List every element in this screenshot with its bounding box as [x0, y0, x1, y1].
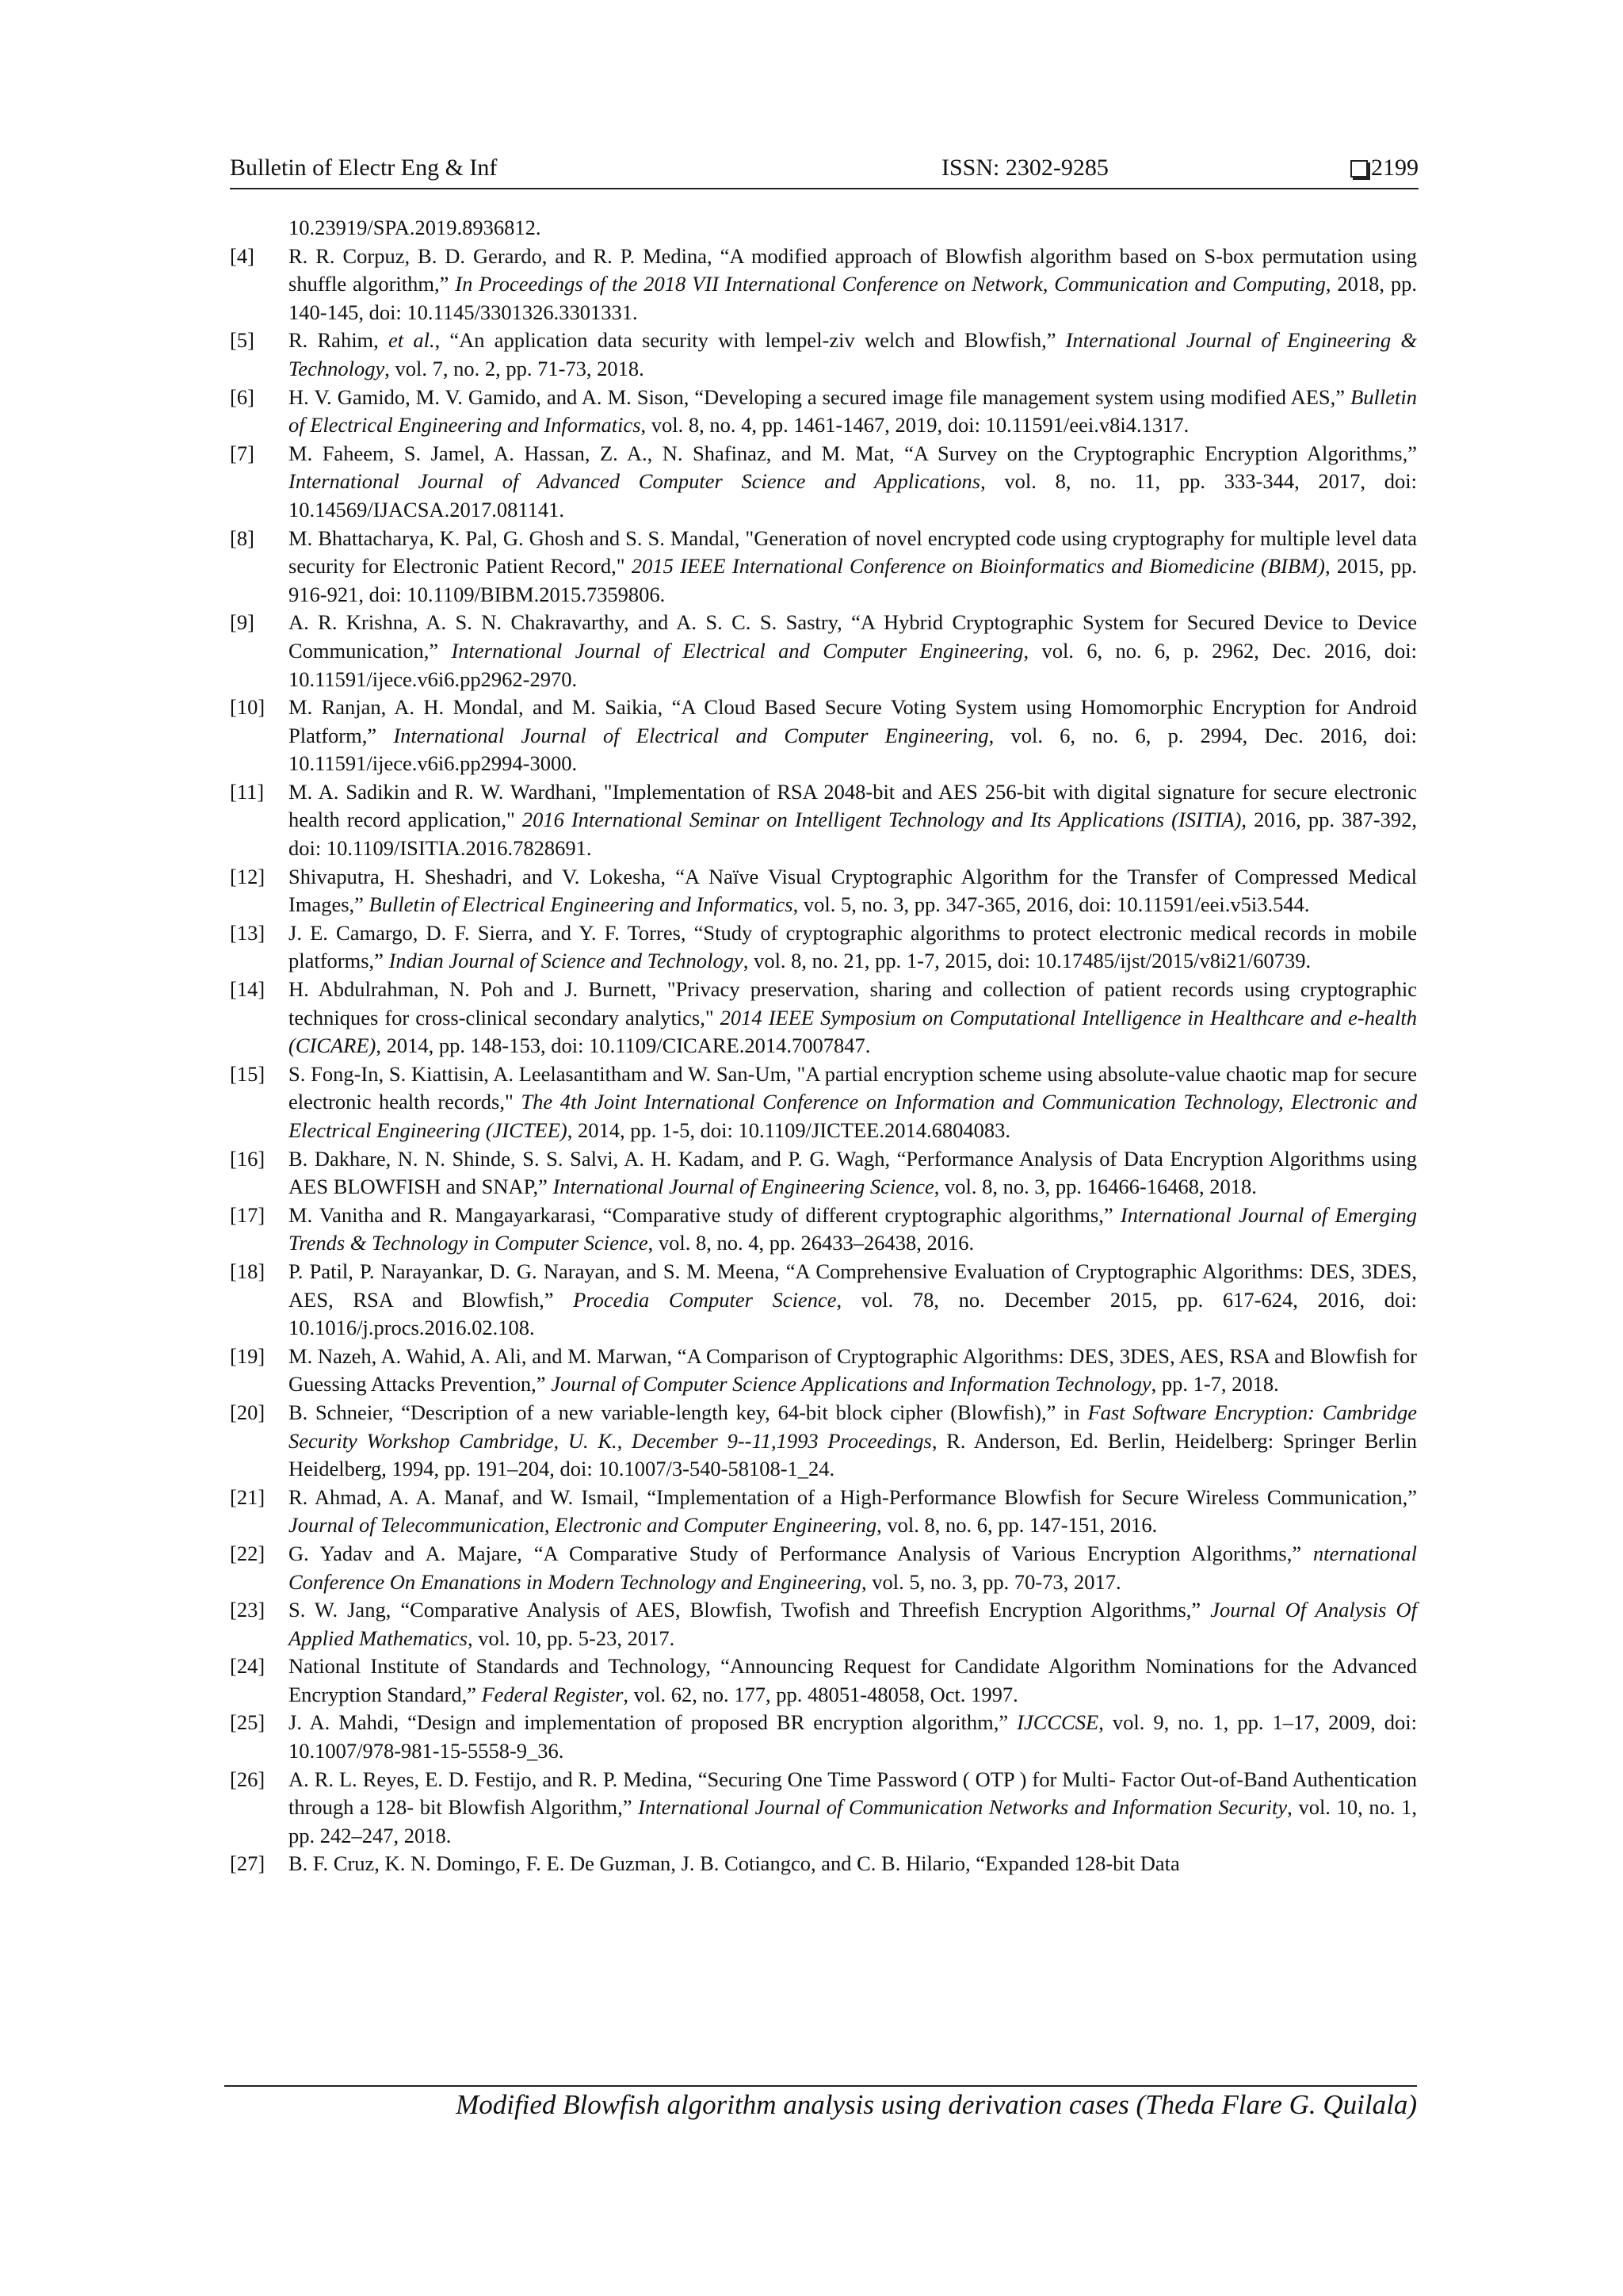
- reference-number: [17]: [230, 1202, 265, 1227]
- reference-text: [288, 1203, 1417, 1255]
- reference-source-title: Journal of Telecommunication, Electronic and Computer Engineering: [288, 1513, 877, 1538]
- reference-item: [230, 243, 1417, 327]
- reference-source-title: 2016 International Seminar on Intelligent Technology and Its Applications (ISITIA): [521, 808, 1242, 832]
- reference-text-segment: J. A. Mahdi, “Design and implementation of proposed BR encryption algorithm,”: [288, 1710, 1018, 1735]
- reference-text-segment: 10.23919/SPA.2019.8936812.: [288, 216, 541, 239]
- reference-text-segment: S. W. Jang, “Comparative Analysis of AES, Blowfish, Twofish and Threefish Encryption Algorithms,”: [288, 1598, 1211, 1622]
- reference-source-title: International Journal of Electrical and Computer Engineering: [451, 638, 1024, 663]
- reference-number: [14]: [230, 977, 265, 1002]
- reference-text-segment: G. Yadav and A. Majare, “A Comparative Study of Performance Analysis of Various Encryption Algorithms,”: [288, 1541, 1313, 1565]
- reference-item: [230, 693, 1417, 778]
- reference-item: [230, 1709, 1417, 1765]
- reference-number: [11]: [230, 779, 265, 804]
- reference-source-title: Bulletin of Electrical Engineering and Informatics: [369, 892, 793, 917]
- reference-text: [288, 1147, 1417, 1199]
- reference-source-title: 2015 IEEE International Conference on Bioinformatics and Biomedicine (BIBM): [631, 554, 1325, 579]
- reference-text: [288, 1767, 1417, 1847]
- reference-text: [288, 385, 1417, 437]
- reference-text: [288, 1541, 1417, 1594]
- reference-text-segment: , vol. 6, no. 6, p. 2962, Dec. 2016, doi: 10.11591/ijece.v6i6.pp2962-2970.: [288, 638, 1417, 691]
- reference-text-segment: M. Faheem, S. Jamel, A. Hassan, Z. A., N. Shafinaz, and M. Mat, “A Survey on the Cryptographic Encryption Algorithms,”: [288, 441, 1417, 465]
- reference-text: [288, 1062, 1417, 1142]
- reference-text-segment: , 2014, pp. 1-5, doi: 10.1109/JICTEE.2014.6804083.: [567, 1118, 1010, 1142]
- reference-number: [27]: [230, 1851, 265, 1876]
- reference-text-segment: , vol. 8, no. 6, pp. 147-151, 2016.: [876, 1513, 1158, 1538]
- reference-text-segment: M. A. Sadikin and R. W. Wardhani, "Implementation of RSA 2048-bit and AES 256-bit with digital signature for secure electronic health record application,": [288, 779, 1417, 832]
- reference-number: [19]: [230, 1343, 265, 1368]
- reference-text-segment: , vol. 8, no. 11, pp. 333-344, 2017, doi: 10.14569/IJACSA.2017.081141.: [288, 469, 1417, 521]
- reference-text: [288, 921, 1417, 973]
- reference-item: [230, 976, 1417, 1060]
- reference-number: [7]: [230, 441, 254, 465]
- reference-source-title: International Journal of Electrical and Computer Engineering: [393, 723, 989, 747]
- reference-text-segment: A. R. L. Reyes, E. D. Festijo, and R. P. Medina, “Securing One Time Password ( OTP ) for Multi- Factor Out-of-Band Authentication through a 128- bit Blowfish Algorithm,”: [288, 1767, 1417, 1820]
- reference-source-title: Journal Of Analysis Of Applied Mathematics: [288, 1598, 1417, 1650]
- reference-item: [230, 1652, 1417, 1709]
- reference-number: [25]: [230, 1710, 265, 1735]
- reference-text-segment: H. V. Gamido, M. V. Gamido, and A. M. Sison, “Developing a secured image file management system using modified AES,”: [288, 384, 1351, 409]
- reference-text: [288, 977, 1417, 1057]
- reference-text-segment: , vol. 7, no. 2, pp. 71-73, 2018.: [384, 356, 644, 380]
- reference-text: [288, 441, 1417, 521]
- reference-item: [230, 440, 1417, 525]
- reference-item: [230, 1596, 1417, 1652]
- reference-source-title: International Journal of Advanced Computer Science and Applications: [288, 469, 981, 494]
- reference-text-segment: , vol. 62, no. 177, pp. 48051-48058, Oct. 1997.: [623, 1682, 1018, 1706]
- reference-text-segment: B. Dakhare, N. N. Shinde, S. S. Salvi, A. H. Kadam, and P. G. Wagh, “Performance Analysis of Data Encryption Algorithms using AES BLOWFISH and SNAP,”: [288, 1146, 1417, 1199]
- reference-source-title: Fast Software Encryption: Cambridge Security Workshop Cambridge, U. K., December 9--11,1993 Proceedings: [288, 1400, 1417, 1453]
- reference-text-segment: , 2018, pp. 140-145, doi: 10.1145/3301326.3301331.: [288, 272, 1418, 324]
- reference-text-segment: M. Vanitha and R. Mangayarkarasi, “Comparative study of different cryptographic algorithms,”: [288, 1202, 1121, 1227]
- reference-number: [10]: [230, 695, 265, 720]
- reference-item: [230, 327, 1417, 383]
- page-number: 2199: [1371, 155, 1419, 181]
- reference-text: [288, 1654, 1417, 1706]
- reference-text-segment: , 2014, pp. 148-153, doi: 10.1109/CICARE.2014.7007847.: [376, 1033, 871, 1058]
- reference-item: [230, 863, 1417, 919]
- reference-text-segment: , vol. 9, no. 1, pp. 1–17, 2009, doi: 10.1007/978-981-15-5558-9_36.: [288, 1710, 1418, 1763]
- reference-number: [16]: [230, 1146, 265, 1171]
- reference-item: [230, 1540, 1417, 1596]
- reference-text-segment: , pp. 1-7, 2018.: [1151, 1372, 1279, 1396]
- reference-item: [230, 214, 1417, 243]
- reference-number: [4]: [230, 243, 254, 268]
- issn: ISSN: 2302-9285: [941, 155, 1109, 181]
- reference-number: [13]: [230, 920, 265, 945]
- reference-item: [230, 1201, 1417, 1258]
- reference-item: [230, 384, 1417, 440]
- reference-source-title: International Journal of Engineering & Technology: [288, 328, 1417, 380]
- reference-text-segment: , vol. 10, no. 1, pp. 242–247, 2018.: [288, 1795, 1417, 1847]
- reference-text-segment: , vol. 10, pp. 5-23, 2017.: [467, 1626, 675, 1650]
- reference-text-segment: , 2016, pp. 387-392, doi: 10.1109/ISITIA.2016.7828691.: [288, 808, 1417, 861]
- reference-text: [288, 216, 541, 239]
- reference-number: [26]: [230, 1767, 265, 1791]
- reference-text: [288, 780, 1417, 860]
- reference-text-segment: M. Ranjan, A. H. Mondal, and M. Saikia, “A Cloud Based Secure Voting System using Homomorphic Encryption for Android Platform,”: [288, 695, 1417, 747]
- running-header: [230, 153, 1419, 189]
- reference-text-segment: A. R. Krishna, A. S. N. Chakravarthy, and A. S. C. S. Sastry, “A Hybrid Cryptographic System for Secured Device to Device Communication,”: [288, 610, 1417, 663]
- reference-text-segment: , vol. 5, no. 3, pp. 347-365, 2016, doi: 10.11591/eei.v5i3.544.: [792, 892, 1310, 917]
- reference-text-segment: , 2015, pp. 916-921, doi: 10.1109/BIBM.2015.7359806.: [288, 554, 1417, 606]
- reference-number: [9]: [230, 610, 254, 635]
- reference-source-title: 2014 IEEE Symposium on Computational Intelligence in Healthcare and e-health (CICARE): [288, 1005, 1417, 1058]
- reference-text: [288, 1598, 1417, 1650]
- reference-number: [5]: [230, 328, 254, 353]
- reference-text-segment: , vol. 78, no. December 2015, pp. 617-624, 2016, doi: 10.1016/j.procs.2016.02.108.: [288, 1287, 1417, 1340]
- reference-text-segment: R. Rahim,: [288, 328, 388, 353]
- reference-text-segment: , “An application data security with lempel-ziv welch and Blowfish,”: [434, 328, 1066, 353]
- reference-item: [230, 1060, 1417, 1145]
- journal-name: Bulletin of Electr Eng & Inf: [230, 155, 498, 181]
- reference-source-title: In Proceedings of the 2018 VII International Conference on Network, Communication and Computing: [455, 272, 1326, 296]
- reference-text: [288, 865, 1417, 917]
- reference-number: [20]: [230, 1400, 265, 1424]
- reference-number: [24]: [230, 1654, 265, 1679]
- reference-source-title: Procedia Computer Science: [573, 1287, 837, 1312]
- reference-number: [6]: [230, 384, 254, 409]
- reference-text-segment: Shivaputra, H. Sheshadri, and V. Lokesha, “A Naïve Visual Cryptographic Algorithm for the Transfer of Compressed Medical Images,”: [288, 864, 1417, 917]
- reference-source-title: Bulletin of Electrical Engineering and Informatics: [288, 384, 1417, 437]
- reference-item: [230, 525, 1417, 609]
- reference-text: [288, 526, 1417, 606]
- reference-text-segment: M. Nazeh, A. Wahid, A. Ali, and M. Marwan, “A Comparison of Cryptographic Algorithms: DES, 3DES, AES, RSA and Blowfish for Guessing Attacks Prevention,”: [288, 1343, 1417, 1396]
- reference-text: [288, 610, 1417, 690]
- reference-source-title: International Journal of Engineering Science: [552, 1175, 934, 1199]
- reference-text: [288, 1485, 1417, 1538]
- reference-item: [230, 1399, 1417, 1484]
- reference-number: [23]: [230, 1598, 265, 1622]
- reference-item: [230, 1850, 1417, 1878]
- reference-number: [12]: [230, 864, 265, 888]
- reference-number: [21]: [230, 1484, 265, 1509]
- reference-number: [15]: [230, 1061, 265, 1086]
- reference-source-title: nternational Conference On Emanations in Modern Technology and Engineering: [288, 1541, 1417, 1594]
- reference-source-title: et al.: [388, 328, 435, 353]
- reference-source-title: Indian Journal of Science and Technology: [388, 949, 743, 973]
- reference-number: [18]: [230, 1259, 265, 1283]
- reference-source-title: IJCCCSE: [1017, 1710, 1099, 1735]
- reference-number: [22]: [230, 1541, 265, 1565]
- reference-text: [288, 244, 1417, 324]
- reference-text-segment: P. Patil, P. Narayankar, D. G. Narayan, and S. M. Meena, “A Comprehensive Evaluation of Cryptographic Algorithms: DES, 3DES, AES, RSA and Blowfish,”: [288, 1259, 1417, 1312]
- reference-text: [288, 1344, 1417, 1396]
- reference-item: [230, 1484, 1417, 1540]
- footer-rule: [224, 2085, 1417, 2087]
- reference-text-segment: National Institute of Standards and Technology, “Announcing Request for Candidate Algorithm Nominations for the Advanced Encryption Standard,”: [288, 1654, 1417, 1706]
- reference-item: [230, 609, 1417, 693]
- reference-text-segment: R. R. Corpuz, B. D. Gerardo, and R. P. Medina, “A modified approach of Blowfish algorithm based on S-box permutation using shuffle algorithm,”: [288, 243, 1417, 296]
- reference-text: [288, 1400, 1417, 1480]
- reference-text-segment: , vol. 6, no. 6, p. 2994, Dec. 2016, doi: 10.11591/ijece.v6i6.pp2994-3000.: [288, 723, 1418, 776]
- reference-source-title: International Journal of Communication Networks and Information Security: [638, 1795, 1288, 1820]
- reference-list: [230, 214, 1417, 1878]
- reference-text-segment: H. Abdulrahman, N. Poh and J. Burnett, "Privacy preservation, sharing and collection of patient records using cryptographic techniques for cross-clinical secondary analytics,": [288, 977, 1417, 1030]
- reference-source-title: Federal Register: [481, 1682, 624, 1706]
- reference-text-segment: S. Fong-In, S. Kiattisin, A. Leelasantitham and W. San-Um, "A partial encryption scheme using absolute-value chaotic map for secure electronic health records,": [288, 1061, 1417, 1114]
- reference-text-segment: M. Bhattacharya, K. Pal, G. Ghosh and S. S. Mandal, "Generation of novel encrypted code using cryptography for multiple level data security for Electronic Patient Record,": [288, 525, 1417, 579]
- reference-item: [230, 1258, 1417, 1343]
- reference-item: [230, 1766, 1417, 1851]
- reference-item: [230, 1343, 1417, 1399]
- reference-text-segment: , vol. 8, no. 3, pp. 16466-16468, 2018.: [934, 1175, 1257, 1199]
- running-footer: Modified Blowfish algorithm analysis using derivation cases (Theda Flare G. Quilala): [456, 2089, 1417, 2120]
- reference-text-segment: , vol. 8, no. 21, pp. 1-7, 2015, doi: 10.17485/ijst/2015/v8i21/60739.: [743, 949, 1312, 973]
- reference-text: [288, 328, 1417, 380]
- reference-text: [288, 1710, 1417, 1763]
- reference-number: [8]: [230, 525, 254, 550]
- page-number-block: [1350, 155, 1419, 181]
- reference-text-segment: , R. Anderson, Ed. Berlin, Heidelberg: Springer Berlin Heidelberg, 1994, pp. 191–204, doi: 10.1007/3-540-58108-1_24.: [288, 1428, 1417, 1481]
- reference-text-segment: , vol. 8, no. 4, pp. 26433–26438, 2016.: [647, 1231, 975, 1255]
- reference-text: [288, 1259, 1417, 1339]
- reference-text-segment: , vol. 5, no. 3, pp. 70-73, 2017.: [861, 1569, 1121, 1594]
- reference-source-title: International Journal of Emerging Trends & Technology in Computer Science: [288, 1202, 1417, 1255]
- square-box-icon: [1350, 160, 1368, 178]
- reference-item: [230, 919, 1417, 976]
- reference-text-segment: , vol. 8, no. 4, pp. 1461-1467, 2019, doi: 10.11591/eei.v8i4.1317.: [640, 413, 1190, 437]
- reference-source-title: The 4th Joint International Conference on Information and Communication Technology, Electronic and Electrical Engineering (JICTEE): [288, 1090, 1417, 1142]
- reference-text-segment: B. Schneier, “Description of a new variable-length key, 64-bit block cipher (Blowfish),” in: [288, 1400, 1088, 1424]
- reference-text-segment: J. E. Camargo, D. F. Sierra, and Y. F. Torres, “Study of cryptographic algorithms to protect electronic medical records in mobile platforms,”: [288, 920, 1417, 973]
- reference-item: [230, 778, 1417, 863]
- reference-text: [288, 695, 1417, 775]
- reference-source-title: Journal of Computer Science Applications and Information Technology: [551, 1372, 1151, 1396]
- reference-text: [288, 1851, 1180, 1875]
- reference-text-segment: R. Ahmad, A. A. Manaf, and W. Ismail, “Implementation of a High-Performance Blowfish for Secure Wireless Communication,”: [288, 1484, 1417, 1509]
- reference-item: [230, 1145, 1417, 1201]
- reference-text-segment: B. F. Cruz, K. N. Domingo, F. E. De Guzman, J. B. Cotiangco, and C. B. Hilario, “Expanded 128-bit Data: [288, 1851, 1180, 1876]
